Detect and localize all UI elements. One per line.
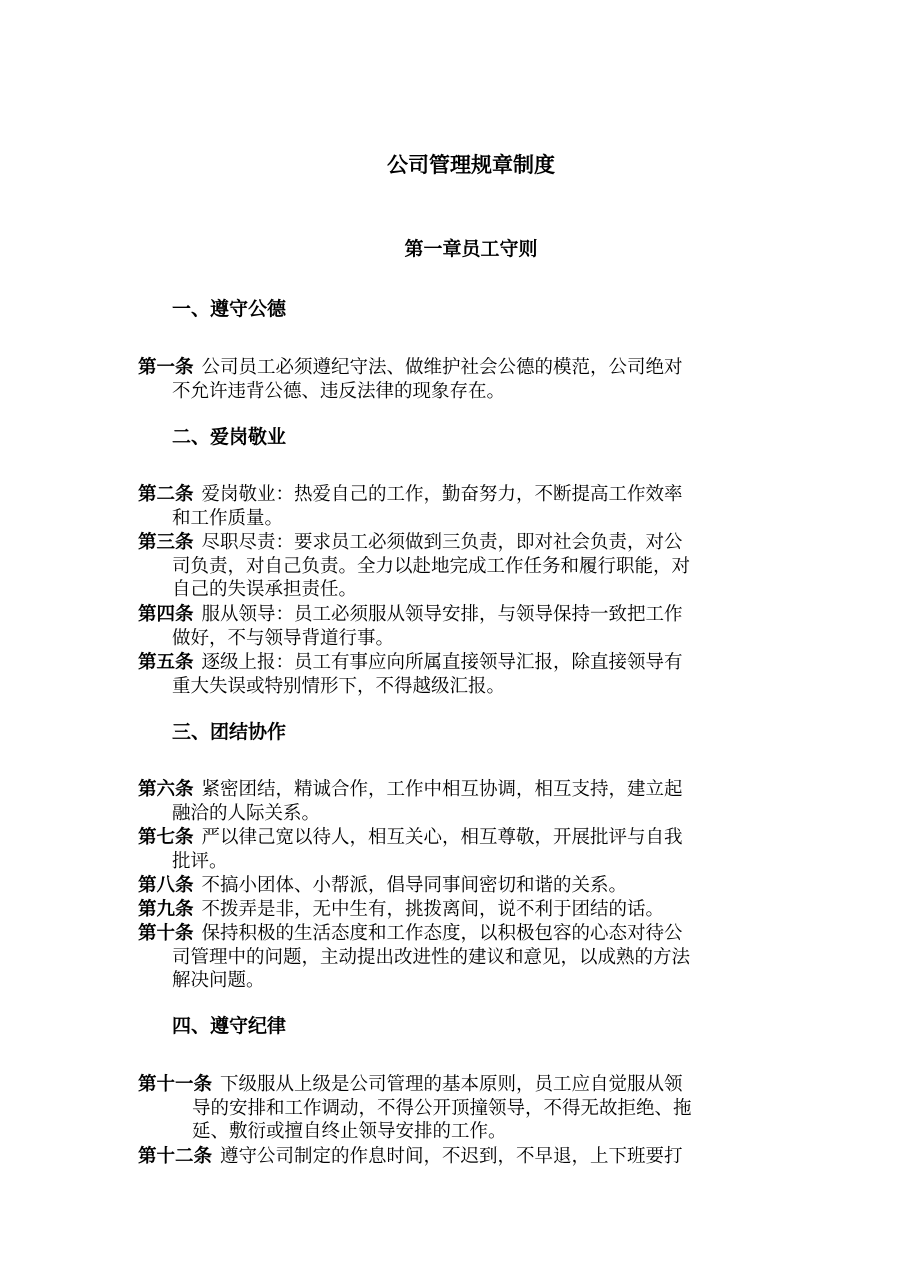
article-text: 严以律己宽以待人，相互关心，相互尊敬，开展批评与自我 [201,827,683,848]
article-text: 逐级上报：员工有事应向所属直接领导汇报，除直接领导有 [201,652,683,673]
article-label: 第八条 [138,875,194,896]
article-line: 融洽的人际关系。 [172,802,321,824]
article-line [138,874,774,898]
article-text: 不拨弄是非，无中生有，挑拨离间，说不利于团结的话。 [201,899,665,920]
chapter-title: 第一章员工守则 [404,238,538,260]
article-line: 自己的失误承担责任。 [172,579,358,600]
article-text: 服从领导：员工必须服从领导安排，与领导保持一致把工作 [201,604,683,625]
article-label: 第十条 [138,923,194,944]
article-text: 公司员工必须遵纪守法、做维护社会公德的模范，公司绝对 [201,357,683,378]
article-label: 第三条 [138,532,194,553]
article-text: 不搞小团体、小帮派，倡导同事间密切和谐的关系。 [201,875,628,896]
article-line [138,483,774,507]
article-text: 紧密团结，精诚合作，工作中相互协调，相互支持，建立起 [201,779,683,800]
article-line: 司管理中的问题，主动提出改进性的建议和意见，以成熟的方法 [172,946,691,968]
article-line: 重大失误或特别情形下，不得越级汇报。 [172,675,506,697]
article-text: 下级服从上级是公司管理的基本原则，员工应自觉服从领 [220,1074,683,1095]
article-label: 第十二条 [138,1146,213,1167]
article-text: 遵守公司制定的作息时间，不迟到，不早退，上下班要打 [220,1146,683,1167]
article-text: 保持积极的生活态度和工作态度，以积极包容的心态对待公 [201,923,683,944]
article-7 [138,826,774,873]
article-line [138,356,774,380]
article-11 [138,1073,774,1144]
section-heading: 四、遵守纪律 [172,1015,287,1037]
article-10 [138,922,774,993]
article-line [138,651,774,675]
article-text: 爱岗敬业：热爱自己的工作，勤奋努力，不断提高工作效率 [201,484,683,505]
article-label: 第四条 [138,604,194,625]
article-label: 第五条 [138,652,194,673]
article-line [138,531,774,555]
article-line: 解决问题。 [172,970,265,991]
article-label: 第一条 [138,357,194,378]
article-line [138,1145,774,1169]
article-5 [138,651,774,698]
article-12 [138,1145,774,1169]
article-line [138,898,774,922]
article-label: 第九条 [138,899,194,920]
article-line: 司负责，对自己负责。全力以赴地完成工作任务和履行职能，对 [172,555,691,577]
article-line [138,1073,774,1097]
article-label: 第二条 [138,484,194,505]
document-title: 公司管理规章制度 [387,153,555,177]
article-text: 尽职尽责：要求员工必须做到三负责，即对社会负责，对公 [201,532,683,553]
article-line: 导的安排和工作调动，不得公开顶撞领导，不得无故拒绝、拖 [192,1097,692,1119]
article-3 [138,531,774,602]
article-line: 延、敷衍或擅自终止领导安排的工作。 [192,1121,507,1142]
article-9 [138,898,774,922]
article-line [138,922,774,946]
article-line: 不允许违背公德、违反法律的现象存在。 [172,380,506,402]
section-heading: 一、遵守公德 [172,298,287,320]
article-6 [138,778,774,825]
article-label: 第七条 [138,827,194,848]
article-label: 第十一条 [138,1074,213,1095]
article-line [138,778,774,802]
article-4 [138,603,774,650]
article-line [138,603,774,627]
section-heading: 三、团结协作 [172,721,287,743]
article-line: 和工作质量。 [172,507,284,529]
article-label: 第六条 [138,779,194,800]
article-2 [138,483,774,530]
article-1 [138,356,774,403]
article-line: 做好，不与领导背道行事。 [172,627,395,649]
article-line: 批评。 [172,850,228,872]
section-heading: 二、爱岗敬业 [172,426,287,448]
article-8 [138,874,774,898]
article-line [138,826,774,850]
